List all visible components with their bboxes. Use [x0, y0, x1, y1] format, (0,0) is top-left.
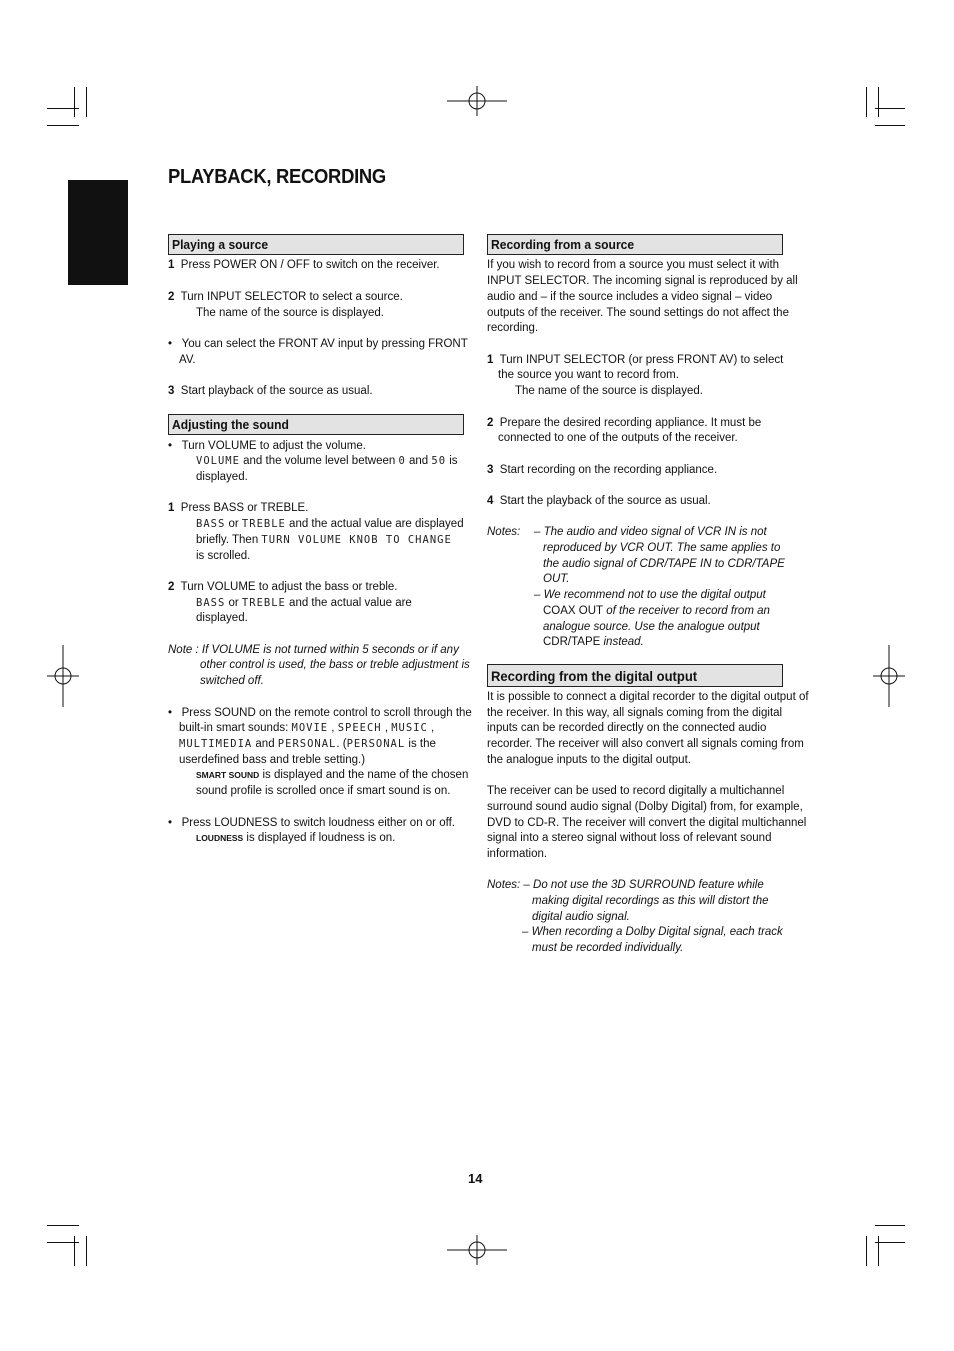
record-intro-l1: If you wish to record from a source you must select it with	[487, 259, 780, 271]
record-note-2-l2: COAX OUT of the receiver to record from an	[543, 605, 770, 617]
page-title: PLAYBACK, RECORDING	[168, 166, 386, 188]
sound-smart-sound-display-cont: sound profile is scrolled once if smart sound is on.	[196, 785, 451, 797]
record-intro-l5: recording.	[487, 322, 539, 334]
registration-mark-bottom	[447, 1235, 507, 1265]
sound-note-l1: Note : If VOLUME is not turned within 5 seconds or if any	[168, 644, 459, 656]
record-step-1-cont: the source you want to record from.	[498, 369, 679, 381]
sound-note-l3: switched off.	[200, 675, 264, 687]
sound-volume-display-cont: displayed.	[196, 471, 248, 483]
sound-smart-sound-list-2: MULTIMEDIA and PERSONAL. (PERSONAL is the	[179, 738, 436, 750]
heading-recording-from-digital-output: Recording from the digital output	[487, 664, 783, 687]
registration-mark-right	[873, 645, 905, 707]
sound-step-1: 1 Press BASS or TREBLE.	[168, 502, 309, 514]
record-note-1-l2: reproduced by VCR OUT. The same applies to	[543, 542, 781, 554]
record-note-2-l3: analogue source. Use the analogue output	[543, 621, 760, 633]
record-intro-l2: INPUT SELECTOR. The incoming signal is reproduced by all	[487, 275, 798, 287]
sound-step-2-sub-b: displayed.	[196, 612, 248, 624]
playing-step-1: 1 Press POWER ON / OFF to switch on the receiver.	[168, 259, 440, 271]
digital-p1-l4: recorder. The receiver will also convert all signals coming from	[487, 738, 804, 750]
digital-p2-l5: information.	[487, 848, 548, 860]
digital-p2-l2: surround sound audio signal (Dolby Digital) from, for example,	[487, 801, 803, 813]
playing-bullet-front-av: • You can select the FRONT AV input by pressing FRONT	[168, 338, 468, 350]
playing-step-2-sub: The name of the source is displayed.	[196, 307, 384, 319]
record-note-1-l4: OUT.	[543, 573, 570, 585]
sound-step-2: 2 Turn VOLUME to adjust the bass or treble.	[168, 581, 398, 593]
playing-step-3: 3 Start playback of the source as usual.	[168, 385, 373, 397]
sound-volume-display-line: VOLUME and the volume level between 0 and 50 is	[196, 455, 458, 467]
heading-playing-a-source: Playing a source	[168, 234, 464, 255]
record-note-2-l4: CDR/TAPE instead.	[543, 636, 644, 648]
language-tab-marker	[68, 180, 128, 285]
heading-adjusting-the-sound: Adjusting the sound	[168, 414, 464, 435]
playing-step-2: 2 Turn INPUT SELECTOR to select a source.	[168, 291, 403, 303]
sound-bullet-smart-sound: • Press SOUND on the remote control to scroll through the	[168, 707, 472, 719]
digital-p1-l1: It is possible to connect a digital recorder to the digital output of	[487, 691, 809, 703]
record-step-4: 4 Start the playback of the source as usual.	[487, 495, 711, 507]
sound-bullet-volume: • Turn VOLUME to adjust the volume.	[168, 440, 366, 452]
record-intro-l4: outputs of the receiver. The sound settings do not affect the	[487, 307, 789, 319]
record-intro-l3: audio and – if the source includes a video signal – video	[487, 291, 773, 303]
digital-notes-l2: making digital recordings as this will distort the	[532, 895, 769, 907]
digital-p2-l4: signal into a stereo signal without loss of relevant sound	[487, 832, 772, 844]
record-note-1-l3: the audio signal of CDR/TAPE IN to CDR/TAPE	[543, 558, 785, 570]
digital-p1-l5: the analogue inputs to the digital output.	[487, 754, 691, 766]
heading-recording-from-a-source: Recording from a source	[487, 234, 783, 255]
registration-mark-top	[447, 86, 507, 116]
sound-bullet-loudness: • Press LOUDNESS to switch loudness either on or off.	[168, 817, 455, 829]
sound-loudness-display: LOUDNESS is displayed if loudness is on.	[196, 832, 396, 844]
digital-notes-l1: Notes: – Do not use the 3D SURROUND feature while	[487, 879, 764, 891]
digital-p1-l3: inputs can be recorded directly on the connected audio	[487, 722, 767, 734]
record-step-1-sub: The name of the source is displayed.	[515, 385, 703, 397]
record-step-2: 2 Prepare the desired recording appliance. It must be	[487, 417, 762, 429]
record-note-1-l1: – The audio and video signal of VCR IN is not	[534, 526, 767, 538]
digital-notes-l5: must be recorded individually.	[532, 942, 684, 954]
registration-mark-left	[47, 645, 79, 707]
digital-notes-l3: digital audio signal.	[532, 911, 630, 923]
sound-smart-sound-list-1: built-in smart sounds: MOVIE , SPEECH , MUSIC ,	[179, 722, 435, 734]
playing-bullet-front-av-cont: AV.	[179, 354, 196, 366]
digital-p1-l2: the receiver. In this way, all signals coming from the digital	[487, 707, 783, 719]
record-note-2-l1: – We recommend not to use the digital output	[534, 589, 766, 601]
digital-p2-l3: DVD to CD-R. The receiver will convert the digital multichannel	[487, 817, 807, 829]
sound-smart-sound-display: SMART SOUND is displayed and the name of the chosen	[196, 769, 469, 781]
record-step-3: 3 Start recording on the recording appliance.	[487, 464, 718, 476]
record-notes-label: Notes:	[487, 526, 521, 538]
page-number: 14	[468, 1171, 483, 1186]
sound-note-l2: other control is used, the bass or treble adjustment is	[200, 659, 470, 671]
digital-p2-l1: The receiver can be used to record digitally a multichannel	[487, 785, 785, 797]
sound-step-1-sub-c: is scrolled.	[196, 550, 251, 562]
sound-step-1-sub-a: BASS or TREBLE and the actual value are displayed	[196, 518, 464, 530]
record-step-1: 1 Turn INPUT SELECTOR (or press FRONT AV) to select	[487, 354, 784, 366]
sound-step-1-sub-b: briefly. Then TURN VOLUME KNOB TO CHANGE	[196, 534, 452, 546]
sound-step-2-sub-a: BASS or TREBLE and the actual value are	[196, 597, 412, 609]
record-step-2-cont: connected to one of the outputs of the receiver.	[498, 432, 738, 444]
digital-notes-l4: – When recording a Dolby Digital signal, each track	[522, 926, 783, 938]
sound-smart-sound-list-3: userdefined bass and treble setting.)	[179, 754, 366, 766]
